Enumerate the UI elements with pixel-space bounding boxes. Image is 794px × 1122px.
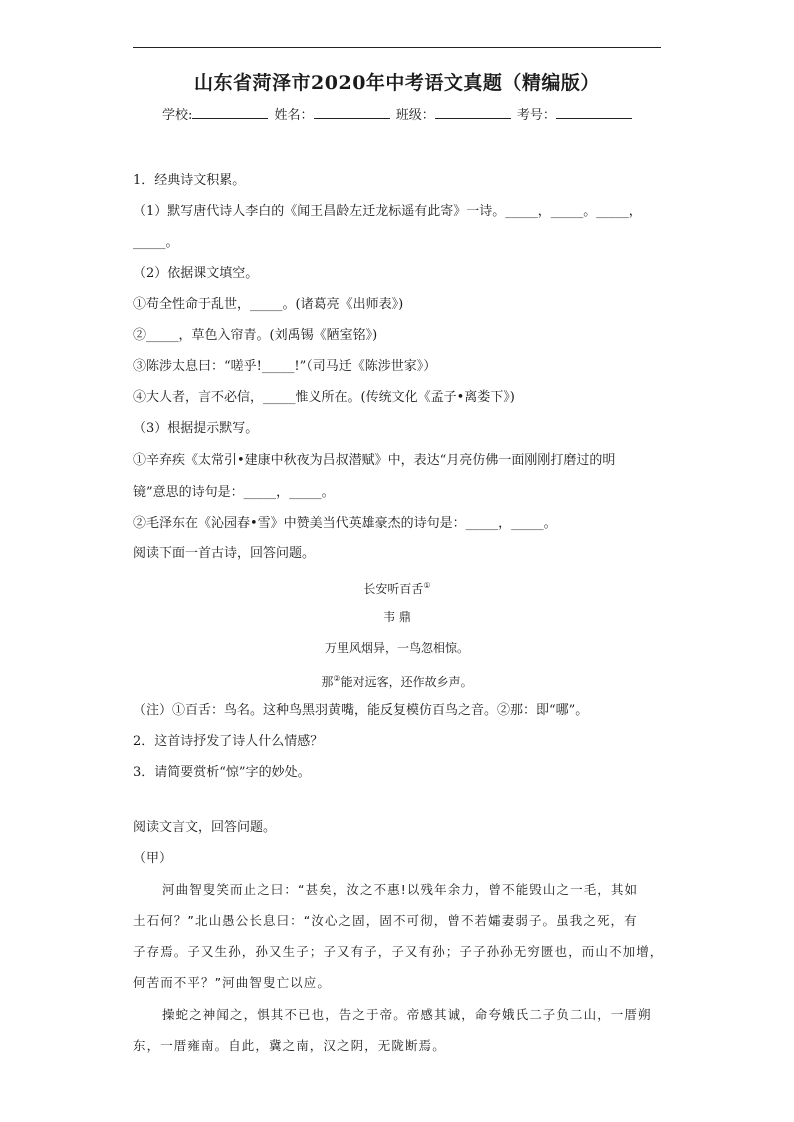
- fill-item-1: ①苟全性命于乱世，_____。(诸葛亮《出师表》): [133, 297, 404, 312]
- poem-line-2-note: ②: [333, 674, 341, 683]
- number-label: 考号：: [516, 108, 556, 123]
- classical-line-6: 东，一厝雍南。自此，冀之南，汉之阴，无陇断焉。: [133, 1038, 446, 1053]
- classical-line-2: 土石何？”北山愚公长息曰：“汝心之固，固不可彻，曾不若孀妻弱子。虽我之死，有: [133, 913, 638, 928]
- poem-line-2: [0, 671, 794, 690]
- classical-line-5: 操蛇之神闻之，惧其不已也，告之于帝。帝感其诚，命夸娥氏二子负二山，一厝朔: [162, 1007, 652, 1022]
- classical-line-3: 子存焉。子又生孙，孙又生子；子又有子，子又有孙；子子孙孙无穷匮也，而山不加增，: [133, 944, 664, 959]
- poem-line-2-pre: 那: [321, 675, 334, 689]
- question-1-part-2: （2）依据课文填空。: [133, 266, 259, 281]
- fill-item-4: ④大人者，言不必信，_____惟义所在。(传统文化《孟子•离娄下》): [133, 390, 515, 405]
- prompt-item-1-cont: 镜”意思的诗句是：_____，_____。: [133, 485, 335, 500]
- number-blank: [556, 106, 632, 119]
- poem-title: [0, 578, 794, 597]
- fill-item-3: ③陈涉太息曰：“嗟乎!_____!”（司马迁《陈涉世家》）: [133, 359, 437, 374]
- poem-title-note: ①: [423, 581, 431, 590]
- classical-instruction: 阅读文言文，回答问题。: [133, 820, 277, 835]
- name-label: 姓名：: [274, 108, 314, 123]
- class-label: 班级：: [395, 108, 435, 123]
- poem-title-text: 长安听百舌: [363, 582, 424, 596]
- poem-instruction: 阅读下面一首古诗，回答问题。: [133, 546, 316, 561]
- question-1-part-1-cont: _____。: [133, 235, 179, 250]
- page-title: 山东省菏泽市2020年中考语文真题（精编版）: [194, 72, 600, 94]
- question-3: 3．请简要赏析“惊”字的妙处。: [133, 765, 311, 780]
- name-blank: [314, 106, 390, 119]
- classical-line-1: 河曲智叟笑而止之曰：“甚矣，汝之不惠!以残年余力，曾不能毁山之一毛，其如: [162, 882, 639, 897]
- fill-item-2: ②_____，草色入帘青。(刘禹锡《陋室铭》): [133, 328, 378, 343]
- prompt-item-2: ②毛泽东在《沁园春•雪》中赞美当代英雄豪杰的诗句是：_____，_____。: [133, 516, 557, 531]
- school-label: 学校:: [162, 108, 193, 123]
- student-info-row: [162, 104, 634, 123]
- class-blank: [435, 106, 511, 119]
- top-rule: [133, 47, 661, 48]
- poem-line-2-post: 能对远客，还作故乡声。: [340, 675, 473, 689]
- poem-author: 韦 鼎: [383, 610, 411, 624]
- question-1-part-3: （3）根据提示默写。: [133, 421, 259, 436]
- poem-notes: （注）①百舌：鸟名。这种鸟黑羽黄嘴，能反复模仿百鸟之音。②那：即“哪”。: [133, 703, 589, 718]
- question-1-heading: 1．经典诗文积累。: [133, 173, 246, 188]
- prompt-item-1: ①辛弃疾《太常引•建康中秋夜为吕叔潜赋》中，表达“月亮仿佛一面刚刚打磨过的明: [133, 453, 616, 468]
- classical-section-label: （甲）: [133, 851, 173, 866]
- question-1-part-1: （1）默写唐代诗人李白的《闻王昌龄左迁龙标遥有此寄》一诗。_____，_____。_____，: [133, 204, 642, 219]
- school-blank: [192, 106, 268, 119]
- poem-line-1: 万里风烟异，一鸟忽相惊。: [324, 641, 469, 655]
- classical-line-4: 何苦而不平？”河曲智叟亡以应。: [133, 975, 331, 990]
- question-2: 2．这首诗抒发了诗人什么情感？: [133, 734, 324, 749]
